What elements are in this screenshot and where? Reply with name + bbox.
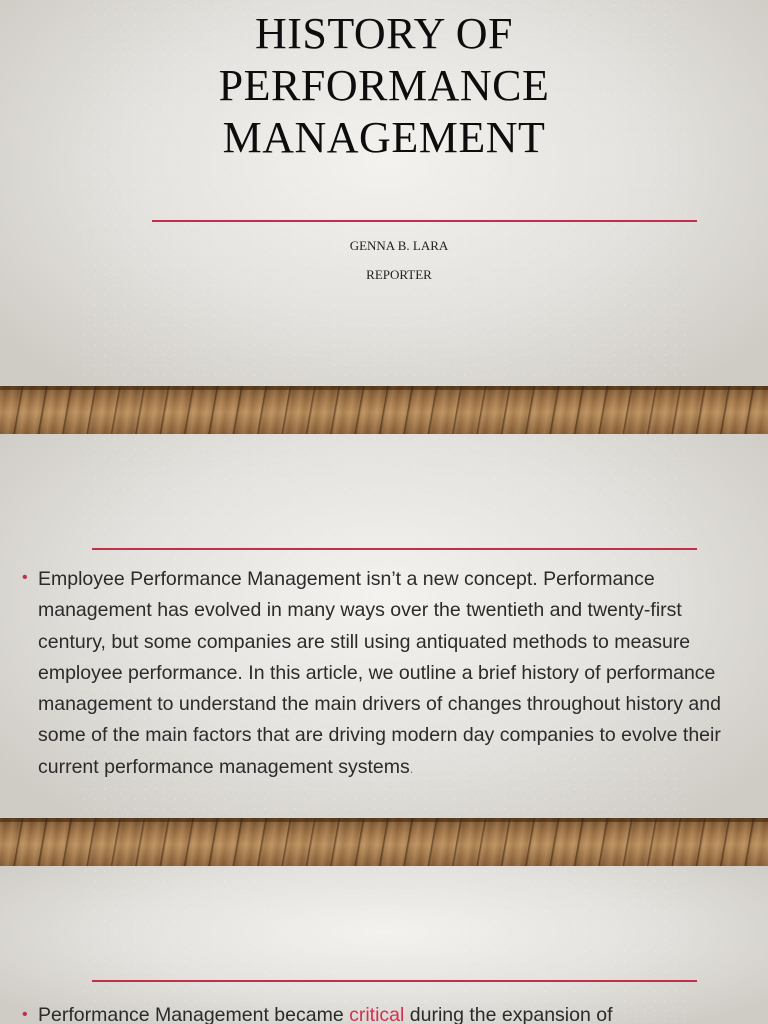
body-text: Employee Performance Management isn’t a new concept. Performance management has evolved in many ways over the twentieth and twenty-first century, but some companies are still using antiquated methods to measure employee performance. In this article, we outline a brief history of performance management to understand the main drivers of changes throughout history and some of the main factors that are driving modern day companies to evolve their current performance management systems — [38, 568, 721, 778]
title-divider — [152, 220, 697, 222]
bullet-marker: • — [22, 1006, 28, 1023]
title-line-2: PERFORMANCE — [218, 61, 550, 110]
bullet-marker: • — [22, 569, 28, 586]
body-paragraph — [38, 564, 738, 784]
body-paragraph — [38, 1000, 738, 1024]
content-slide-1 — [0, 434, 768, 820]
presenter-role: REPORTER — [366, 267, 432, 282]
content-slide-2 — [0, 866, 768, 1024]
end-mark: . — [409, 760, 414, 776]
slide-divider — [92, 980, 697, 982]
title-line-3: MANAGEMENT — [222, 113, 546, 162]
slide-divider — [92, 548, 697, 550]
highlight-word: critical — [349, 1004, 405, 1024]
body-text-start: Performance Management became — [38, 1004, 350, 1024]
title-line-1: HISTORY OF — [254, 9, 514, 58]
body-text-end: during the expansion of — [404, 1004, 613, 1024]
slide-title — [0, 8, 768, 164]
wood-floor-2 — [0, 818, 768, 866]
wood-floor-1 — [0, 386, 768, 434]
presenter-name: GENNA B. LARA — [349, 238, 449, 253]
title-slide — [0, 0, 768, 388]
